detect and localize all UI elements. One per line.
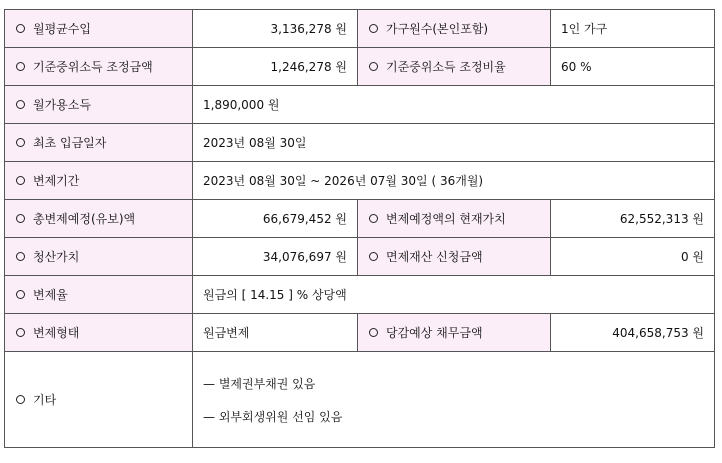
value-repay-rate: 원금의 [ 14.15 ] % 상당액 [193,276,715,314]
row-repay-rate [5,276,715,314]
row-liquidation [5,238,715,276]
label-text: 월가용소득 [33,98,91,112]
label-text: 변제형태 [33,326,80,340]
label-text: 변제기간 [33,174,80,188]
bullet-icon [16,214,25,223]
bullet-icon [369,62,378,71]
label-repay-rate [5,276,193,314]
value-median-adjust-rate: 60 % [551,48,715,86]
label-liquidation [5,238,193,276]
value-monthly-income: 3,136,278 원 [193,10,358,48]
bullet-icon [16,395,25,404]
bullet-icon [16,290,25,299]
row-first-payment [5,124,715,162]
other-line-2: — 외부회생위원 선임 있음 [203,409,343,424]
bullet-icon [16,138,25,147]
value-repay-period: 2023년 08월 30일 ~ 2026년 07월 30일 ( 36개월) [193,162,715,200]
bullet-icon [369,328,378,337]
label-text: 총변제예정(유보)액 [33,212,136,226]
bullet-icon [16,24,25,33]
label-exempt-property [358,238,551,276]
label-repay-period [5,162,193,200]
value-median-adjust-amount: 1,246,278 원 [193,48,358,86]
label-text: 기준중위소득 조정비율 [386,60,506,74]
value-liquidation: 34,076,697 원 [193,238,358,276]
row-monthly-income [5,10,715,48]
row-other [5,352,715,448]
label-text: 당감예상 채무금액 [386,326,483,340]
label-text: 기준중위소득 조정금액 [33,60,153,74]
value-first-payment: 2023년 08월 30일 [193,124,715,162]
bullet-icon [369,252,378,261]
row-median-adjust [5,48,715,86]
label-present-value [358,200,551,238]
label-disposable-income [5,86,193,124]
label-median-adjust-amount [5,48,193,86]
value-household: 1인 가구 [551,10,715,48]
label-text: 청산가치 [33,250,80,264]
value-current-debt: 404,658,753 원 [551,314,715,352]
value-disposable-income: 1,890,000 원 [193,86,715,124]
row-repay-period [5,162,715,200]
other-line-1: — 별제권부채권 있음 [203,376,316,391]
value-exempt-property: 0 원 [551,238,715,276]
label-total-repay [5,200,193,238]
label-repay-type [5,314,193,352]
bullet-icon [16,62,25,71]
row-repay-type [5,314,715,352]
bullet-icon [16,100,25,109]
row-total-repay [5,200,715,238]
bullet-icon [16,252,25,261]
label-first-payment [5,124,193,162]
label-text: 기타 [33,393,57,407]
label-median-adjust-rate [358,48,551,86]
value-other [193,352,715,448]
label-text: 변제예정액의 현재가치 [386,212,506,226]
row-disposable-income [5,86,715,124]
label-text: 면제재산 신청금액 [386,250,483,264]
bullet-icon [369,214,378,223]
bullet-icon [369,24,378,33]
bullet-icon [16,328,25,337]
label-text: 변제율 [33,288,68,302]
label-current-debt [358,314,551,352]
bullet-icon [16,176,25,185]
label-text: 최초 입금일자 [33,136,107,150]
label-monthly-income [5,10,193,48]
label-text: 가구원수(본인포함) [386,22,489,36]
label-household [358,10,551,48]
repayment-summary-table [4,9,715,448]
label-text: 월평균수입 [33,22,91,36]
label-other [5,352,193,448]
value-present-value: 62,552,313 원 [551,200,715,238]
value-total-repay: 66,679,452 원 [193,200,358,238]
value-repay-type: 원금변제 [193,314,358,352]
